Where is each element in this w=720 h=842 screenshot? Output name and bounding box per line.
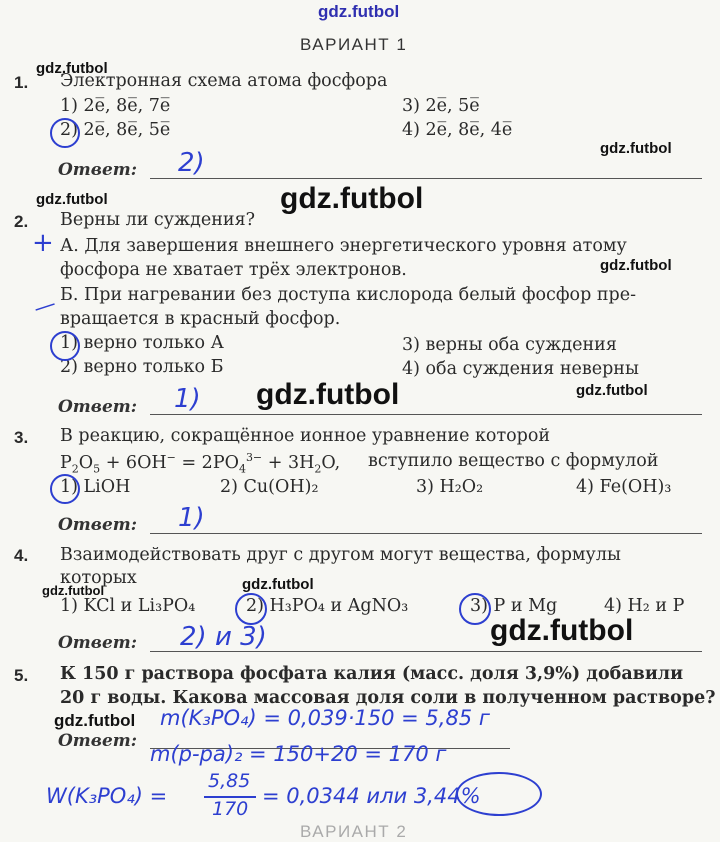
option-1: 1) верно только А (60, 333, 224, 353)
option-4: 4) оба суждения неверны (402, 359, 639, 379)
fraction-denominator: 170 (212, 798, 249, 820)
option-3: 3) верны оба суждения (402, 335, 617, 355)
option-3: 3) P и Mg (470, 596, 558, 616)
question-number: 3. (14, 428, 29, 447)
answer-label: Ответ: (58, 160, 138, 180)
fraction-numerator: 5,85 (208, 770, 251, 792)
option-4: 4) H₂ и P (604, 596, 685, 616)
question-number: 4. (14, 546, 29, 565)
minus-mark: — (30, 291, 60, 322)
option-3: 3) H₂O₂ (416, 477, 484, 497)
watermark: gdz.futbol (600, 257, 672, 274)
watermark: gdz.futbol (600, 140, 672, 157)
answer-label: Ответ: (58, 515, 138, 535)
option-3: 3) 2e̅, 5e̅ (402, 96, 480, 116)
handwritten-solution-line1: m(K₃PO₄) = 0,039·150 = 5,85 г (160, 706, 490, 730)
question-text-line2: 20 г воды. Какова массовая доля соли в полученном растворе? (60, 688, 716, 708)
page-title: ВАРИАНТ 1 (300, 35, 408, 54)
option-2: 2) H₃PO₄ и AgNO₃ (246, 596, 409, 616)
plus-mark: + (32, 228, 54, 258)
answer-line (150, 414, 702, 415)
question-text: Электронная схема атома фосфора (60, 71, 388, 91)
watermark-large: gdz.futbol (280, 182, 424, 215)
question-text-line1: К 150 г раствора фосфата калия (масс. доля 3,9%) добавили (60, 664, 684, 684)
answer-label: Ответ: (58, 731, 138, 751)
watermark: gdz.futbol (42, 583, 105, 598)
answer-label: Ответ: (58, 397, 138, 417)
question-text-line1: Взаимодействовать друг с другом могут вещества, формулы (60, 545, 621, 565)
watermark-large: gdz.futbol (256, 378, 400, 411)
watermark: gdz.futbol (242, 576, 314, 593)
option-4: 4) 2e̅, 8e̅, 4e̅ (402, 120, 513, 140)
statement-a-line1: А. Для завершения внешнего энергетического уровня атому (60, 236, 627, 256)
option-1: 1) LiOH (60, 477, 131, 497)
question-number: 1. (14, 73, 29, 92)
question-number: 2. (14, 212, 29, 231)
answer-circle (235, 593, 267, 625)
statement-b-line1: Б. При нагревании без доступа кислорода белый фосфор пре- (60, 285, 636, 305)
statement-b-line2: вращается в красный фосфор. (60, 309, 341, 329)
question-text-line2: вступило вещество с формулой (368, 451, 659, 471)
answer-line (150, 178, 702, 179)
option-1: 1) KCl и Li₃PO₄ (60, 596, 196, 616)
question-text: Верны ли суждения? (60, 210, 255, 230)
option-4: 4) Fe(OH)₃ (576, 477, 672, 497)
question-number: 5. (14, 666, 29, 685)
handwritten-solution-line3-rhs: = 0,0344 или 3,44% (262, 784, 481, 808)
handwritten-answer: 2) (178, 148, 205, 178)
watermark: gdz.futbol (54, 711, 136, 730)
watermark: gdz.futbol (576, 382, 648, 399)
answer-line (150, 533, 702, 534)
watermark: gdz.futbol (36, 60, 108, 77)
handwritten-solution-line3-lhs: W(K₃PO₄) = (46, 784, 168, 808)
watermark-top: gdz.futbol (318, 2, 400, 21)
handwritten-answer: 1) (174, 384, 201, 414)
question-text-line1: В реакцию, сокращённое ионное уравнение которой (60, 426, 551, 446)
watermark-large: gdz.futbol (490, 614, 634, 647)
answer-circle (50, 474, 80, 504)
next-variant-title: ВАРИАНТ 2 (300, 822, 408, 841)
handwritten-answer: 1) (178, 503, 205, 533)
handwritten-solution-line2: m(р-ра)₂ = 150+20 = 170 г (150, 742, 447, 766)
handwritten-answer: 2) и 3) (180, 622, 267, 652)
statement-a-line2: фосфора не хватает трёх электронов. (60, 260, 407, 280)
question-text-line2: которых (60, 568, 137, 588)
option-2: 2) верно только Б (60, 357, 224, 377)
answer-label: Ответ: (58, 633, 138, 653)
option-2: 2) 2e̅, 8e̅, 5e̅ (60, 120, 171, 140)
ionic-equation: $P_2O_5 + 6OH^- = 2PO_4^{3-} + 3H_2O$, (60, 451, 341, 476)
answer-circle (459, 593, 491, 625)
answer-circle (456, 772, 542, 816)
answer-circle (50, 331, 80, 361)
answer-circle (50, 118, 80, 148)
option-1: 1) 2e̅, 8e̅, 7e̅ (60, 96, 171, 116)
option-2: 2) Cu(OH)₂ (220, 477, 319, 497)
watermark: gdz.futbol (36, 191, 108, 208)
